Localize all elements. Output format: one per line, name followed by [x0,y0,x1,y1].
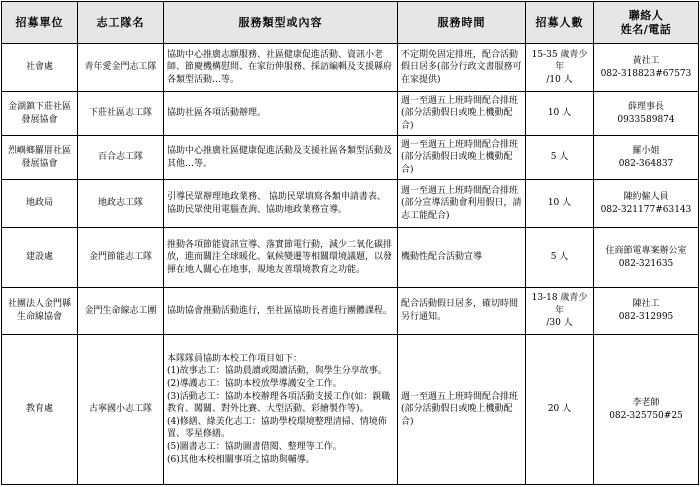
contact-name: 陳約僱人員 [623,191,669,202]
service-cell: 協助社區各項活動辦理。 [164,92,398,136]
contact-phone: 082-321177#63143 [600,204,692,215]
time-cell: 週一至週五上班時間配合排班(部分活動假日或晚上機動配合) [398,92,526,136]
contact-phone: 082-312995 [618,312,674,322]
contact-cell [594,228,699,288]
service-item-list [167,365,394,466]
header-time: 服務時間 [398,2,526,44]
contact-cell [594,288,699,335]
contact-name: 陳社工 [632,299,660,310]
contact-cell [594,136,699,180]
volunteer-recruitment-table [1,1,699,485]
contact-name: 羅小姐 [632,145,660,156]
table-row [2,136,699,180]
table-row [2,180,699,228]
time-cell: 機動性配合活動宣導 [398,228,526,288]
quota-cell: 10 人 [526,92,594,136]
contact-phone: 082-325750#25 [609,410,683,421]
list-item: (4)修繕、綠美化志工：協助學校環境整理清掃、情境佈置、零星修繕。 [167,416,387,440]
table-row [2,92,699,136]
service-cell [164,335,398,485]
service-cell: 協助協會推動活動進行，至社區協助長者進行團體課程。 [164,288,398,335]
time-cell: 配合活動假日居多，確切時間另行通知。 [398,288,526,335]
contact-name: 薛理事長 [627,101,664,112]
contact-phone: 082-318823#67573 [600,68,692,79]
list-item: (5)圖書志工：協助圖書借閱、整理等工作。 [167,441,342,452]
service-cell: 協助中心推廣志願服務、社區健康促進活動、資訊小老師、節慶機構慰問、在家衍伸服務、採訪編輯及支援縣府各類型活動…等。 [164,44,398,92]
contact-name: 住商節電專案辦公室 [605,245,687,256]
header-contact: 聯絡人 姓名/電話 [594,2,699,44]
contact-phone: 0933589874 [617,114,675,125]
quota-cell: 13-18 歲青少年 /30 人 [526,288,594,335]
service-cell: 推動各項節能資訊宣導、落實節電行動，減少二氧化碳排放，進而關注全球暖化、氣候變遷等相關環境議題，以發揮在地人關心在地事，規地友善環境教育之功能。 [164,228,398,288]
team-cell: 下莊社區志工隊 [78,92,164,136]
table-row [2,228,699,288]
quota-cell: 5 人 [526,136,594,180]
list-item: (1)故事志工：協助晨讀或閱讀活動，與學生分享故事。 [167,366,387,377]
contact-cell [594,335,699,485]
quota-cell: 5 人 [526,228,594,288]
table-row [2,288,699,335]
header-team: 志工隊名 [78,2,164,44]
quota-cell: 20 人 [526,335,594,485]
team-cell: 青年愛金門志工隊 [78,44,164,92]
list-item: (6)其他本校相關事項之協助與輔導。 [167,454,315,465]
team-cell: 古寧國小志工隊 [78,335,164,485]
team-cell: 金門生命線志工團 [78,288,164,335]
header-service: 服務類型或內容 [164,2,398,44]
time-cell: 週一至週五上班時間配合排班(部分活動假日或晚上機動配合) [398,335,526,485]
unit-cell: 社團法人金門縣生命線協會 [2,288,78,335]
quota-cell: 15-35 歲青少年 /10 人 [526,44,594,92]
list-item: (3)活動志工：協助本校辦理各項活動支援工作(如：親職教育、闖關、對外比賽、大型活動、彩繪製作等)。 [167,391,391,415]
unit-cell: 烈嶼鄉羅厝社區發展協會 [2,136,78,180]
list-item: (2)導護志工：協助本校放學導護安全工作。 [167,379,342,390]
contact-cell [594,92,699,136]
unit-cell: 教育處 [2,335,78,485]
header-unit: 招募單位 [2,2,78,44]
unit-cell: 建設處 [2,228,78,288]
team-cell: 地政志工隊 [78,180,164,228]
contact-cell [594,180,699,228]
service-cell: 協助中心推廣社區健康促進活動及支援社區各類型活動及其他…等。 [164,136,398,180]
header-row [2,2,699,44]
contact-name: 黃社工 [632,55,660,66]
contact-cell [594,44,699,92]
recruitment-table-wrapper [1,1,698,485]
unit-cell: 社會處 [2,44,78,92]
unit-cell: 金湖鎮下莊社區發展協會 [2,92,78,136]
table-row [2,44,699,92]
time-cell: 週一至週五上班時間配合排班(部分活動假日或晚上機動配合) [398,136,526,180]
service-cell: 引導民眾辦理地政業務、 協助民眾填寫各類申請書表、協助民眾使用電腦查詢、協助地政業務宣導。 [164,180,398,228]
service-intro: 本隊隊員協助本校工作項目如下： [167,353,303,364]
time-cell: 週一至週五上班時間配合排班(部分宣導活動會利用假日，請志工能配合) [398,180,526,228]
contact-phone: 082-364837 [618,158,674,169]
contact-phone: 082-321635 [618,258,674,269]
time-cell: 不定期免固定排班，配合活動假日居多(部分行政文書服務可在家提供) [398,44,526,92]
table-row [2,335,699,485]
contact-name: 李老師 [632,397,660,408]
team-cell: 金門節能志工隊 [78,228,164,288]
team-cell: 百合志工隊 [78,136,164,180]
header-quota: 招募人數 [526,2,594,44]
unit-cell: 地政局 [2,180,78,228]
quota-cell: 10 人 [526,180,594,228]
